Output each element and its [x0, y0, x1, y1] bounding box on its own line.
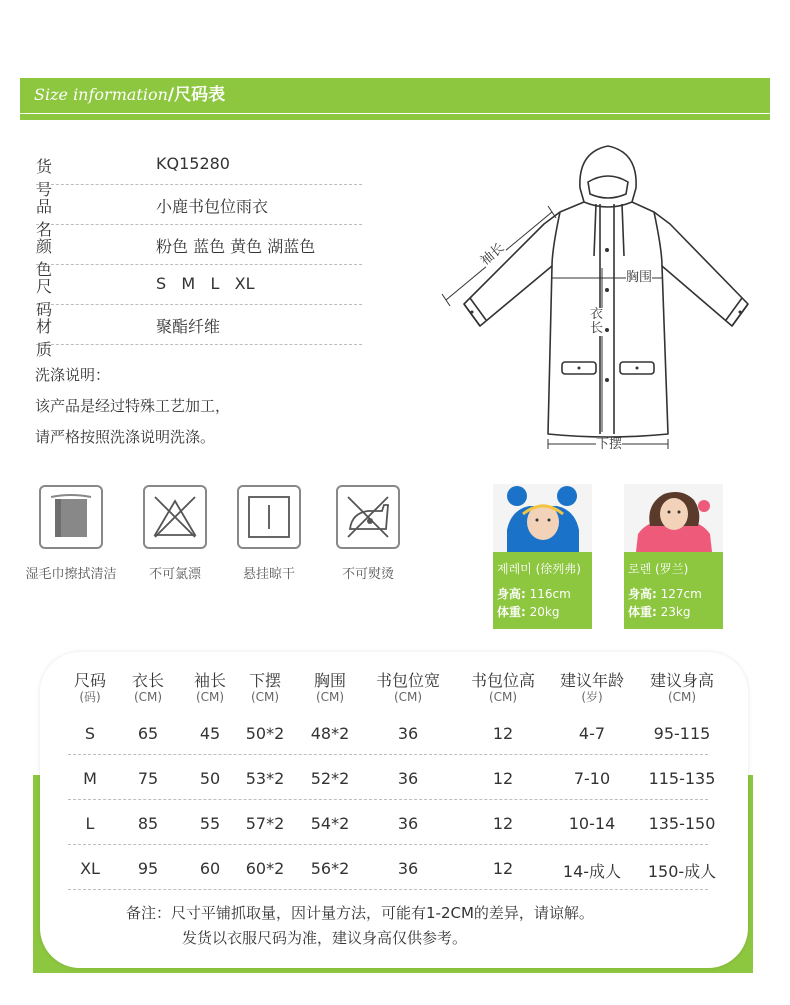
- size-col-header: [358, 672, 458, 704]
- size-note-line1: 备注：尺寸平铺抓取量，因计量方法，可能有1-2CM的差异，请谅解。: [126, 904, 594, 922]
- size-cell: 95-115: [653, 724, 711, 743]
- wash-line: 该产品是经过特殊工艺加工，: [35, 397, 231, 415]
- size-cell: M: [83, 769, 97, 788]
- col-header-unit: (CM): [488, 690, 518, 704]
- model-height: [497, 585, 571, 602]
- raincoat-measurement-diagram: [440, 140, 770, 470]
- section-title-en: Size information: [34, 85, 168, 104]
- size-col-header: [453, 672, 553, 704]
- model-weight-label: 体重:: [497, 605, 526, 619]
- col-header-unit: (CM): [315, 690, 345, 704]
- wash-instructions: [35, 360, 230, 453]
- model-height-value: 127cm: [660, 587, 702, 601]
- care-item-iron: [313, 485, 423, 582]
- model-height-label: 身高:: [497, 587, 526, 601]
- care-item-towel: [16, 485, 126, 582]
- info-row-color: [36, 225, 362, 279]
- section-title-cn: /尺码表: [167, 85, 226, 105]
- size-row-xl: [68, 845, 717, 890]
- size-cell: 53*2: [245, 769, 285, 788]
- size-col-header: [632, 672, 732, 704]
- model-photo: [493, 484, 592, 552]
- info-value: 粉色 蓝色 黄色 湖蓝色: [156, 237, 316, 256]
- model-photo: [624, 484, 723, 552]
- size-table-panel: [40, 652, 748, 968]
- hang-dry-icon: [237, 485, 301, 549]
- model-weight: [628, 603, 690, 620]
- size-cell: 36: [397, 859, 419, 878]
- size-cell: 50*2: [245, 724, 285, 743]
- care-label: 湿毛巾擦拭清洁: [25, 567, 117, 582]
- care-label: 不可氯漂: [148, 567, 201, 582]
- col-header-title: 衣长: [131, 671, 164, 690]
- size-cell: 75: [137, 769, 159, 788]
- size-cell: 60*2: [245, 859, 285, 878]
- wash-line: 请严格按照洗涤说明洗涤。: [35, 428, 216, 446]
- size-cell: 55: [199, 814, 221, 833]
- section-header-bar: [20, 78, 770, 120]
- model-height-value: 116cm: [529, 587, 571, 601]
- size-cell: 56*2: [310, 859, 350, 878]
- col-header-unit: (岁): [581, 690, 603, 704]
- info-label: 品名: [36, 197, 71, 239]
- size-cell: 12: [492, 859, 514, 878]
- col-header-title: 建议身高: [649, 671, 714, 690]
- size-cell: 54*2: [310, 814, 350, 833]
- model-weight: [497, 603, 559, 620]
- info-row-name: [36, 185, 362, 239]
- size-cell: 7-10: [573, 769, 611, 788]
- no-bleach-icon: [143, 485, 207, 549]
- model-weight-label: 体重:: [628, 605, 657, 619]
- col-header-unit: (CM): [393, 690, 423, 704]
- size-cell: 4-7: [578, 724, 606, 743]
- wash-title: 洗涤说明：: [35, 366, 111, 384]
- size-cell: 45: [199, 724, 221, 743]
- col-header-unit: (CM): [250, 690, 280, 704]
- size-cell: 12: [492, 724, 514, 743]
- info-label: 颜色: [36, 237, 71, 279]
- model-name: 로렌 (罗兰): [628, 562, 689, 576]
- product-info-table: [36, 145, 362, 359]
- model-weight-value: 23kg: [660, 605, 691, 619]
- size-col-header: [542, 672, 642, 704]
- size-cell: 12: [492, 814, 514, 833]
- col-header-unit: (CM): [195, 690, 225, 704]
- size-note-line2: 发货以衣服尺码为准，建议身高仅供参考。: [182, 929, 468, 947]
- no-iron-icon: [336, 485, 400, 549]
- col-header-unit: (CM): [667, 690, 697, 704]
- care-label: 悬挂晾干: [242, 567, 295, 582]
- towel-wipe-icon: [39, 485, 103, 549]
- col-header-title: 书包位宽: [375, 671, 440, 690]
- col-header-title: 书包位高: [470, 671, 535, 690]
- size-cell: 150-成人: [647, 862, 717, 881]
- info-row-size: [36, 265, 362, 319]
- col-header-unit: (码): [79, 690, 101, 704]
- info-row-material: [36, 305, 362, 359]
- size-cell: XL: [80, 859, 100, 878]
- size-cell: 65: [137, 724, 159, 743]
- info-value: 小鹿书包位雨衣: [156, 197, 269, 216]
- chest-label: 胸围: [626, 270, 653, 285]
- size-cell: 95: [137, 859, 159, 878]
- size-cell: 36: [397, 814, 419, 833]
- care-label: 不可熨烫: [341, 567, 394, 582]
- model-name: 제레미 (徐列弗): [497, 562, 581, 576]
- info-row-item-no: [36, 145, 362, 199]
- info-value: S M L XL: [156, 274, 255, 293]
- size-cell: 52*2: [310, 769, 350, 788]
- size-cell: 36: [397, 769, 419, 788]
- info-value: 聚酯纤维: [156, 317, 221, 336]
- col-header-title: 胸围: [313, 671, 346, 690]
- info-label: 尺码: [36, 277, 71, 319]
- model-height: [628, 585, 702, 602]
- size-cell: 57*2: [245, 814, 285, 833]
- size-cell: 48*2: [310, 724, 350, 743]
- header-rule: [20, 113, 770, 114]
- col-header-title: 下摆: [248, 671, 281, 690]
- size-cell: 12: [492, 769, 514, 788]
- size-row-s: [68, 710, 711, 755]
- size-cell: L: [85, 814, 95, 833]
- model-card-2: [624, 484, 723, 629]
- info-label: 货号: [36, 157, 71, 199]
- size-cell: 14-成人: [562, 862, 622, 881]
- size-row-l: [68, 800, 716, 845]
- info-value: KQ15280: [156, 154, 230, 173]
- size-cell: 50: [199, 769, 221, 788]
- col-header-title: 尺码: [73, 671, 106, 690]
- size-cell: 115-135: [648, 769, 716, 788]
- col-header-title: 建议年龄: [559, 671, 624, 690]
- section-title: [34, 84, 225, 106]
- size-cell: 10-14: [568, 814, 616, 833]
- col-header-title: 袖长: [193, 671, 226, 690]
- size-cell: 36: [397, 724, 419, 743]
- model-card-1: [493, 484, 592, 629]
- col-header-unit: (CM): [133, 690, 163, 704]
- size-row-m: [68, 755, 716, 800]
- model-weight-value: 20kg: [529, 605, 560, 619]
- size-cell: 60: [199, 859, 221, 878]
- model-height-label: 身高:: [628, 587, 657, 601]
- hem-label: 下摆: [596, 437, 623, 452]
- size-cell: 135-150: [648, 814, 716, 833]
- info-label: 材质: [36, 317, 71, 359]
- care-item-hang-dry: [214, 485, 324, 582]
- raincoat-outline-icon: [440, 140, 770, 470]
- sleeve-length-label: 袖长: [477, 240, 508, 269]
- body-length-label: 衣长: [590, 307, 604, 336]
- size-cell: 85: [137, 814, 159, 833]
- size-cell: S: [84, 724, 96, 743]
